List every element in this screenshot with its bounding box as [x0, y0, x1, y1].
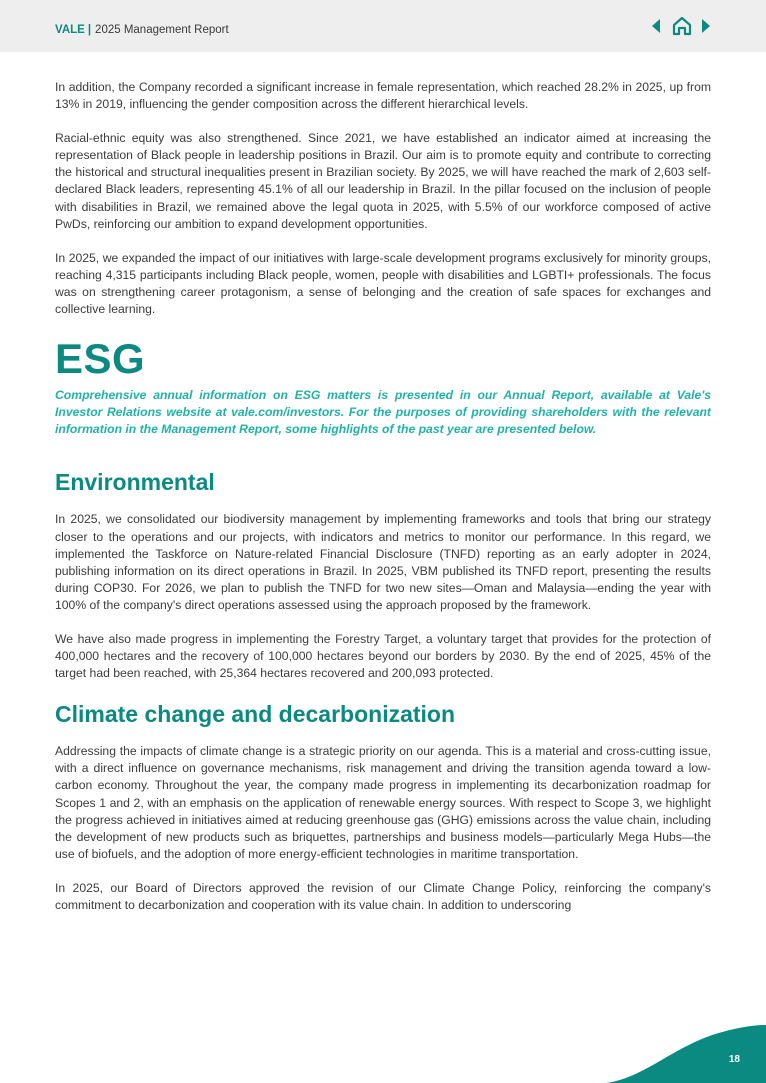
home-icon[interactable] — [670, 14, 694, 38]
header-bar — [0, 0, 766, 52]
triangle-right-icon[interactable] — [700, 14, 712, 38]
breadcrumb — [55, 24, 229, 36]
paragraph: In 2025, our Board of Directors approved the revision of our Climate Change Policy, reinforcing the company's commitment to decarbonization and cooperation with its value chain. In addition to underscoring — [55, 880, 711, 912]
page-content — [55, 79, 711, 931]
brand-separator: | — [87, 24, 92, 36]
corner-wave-decoration — [606, 1023, 766, 1083]
page-number: 18 — [728, 1054, 740, 1065]
paragraph: We have also made progress in implementing the Forestry Target, a voluntary target that provides for the protection of 400,000 hectares and the recovery of 100,000 hectares beyond our borders by 2030. By the end of 2025, 45% of the target had been reached, with 25,364 hectares recovered and 200,093 protected. — [55, 631, 711, 681]
esg-title: ESG — [55, 335, 146, 383]
climate-heading: Climate change and decarbonization — [55, 701, 456, 728]
esg-intro: Comprehensive annual information on ESG matters is presented in our Annual Report, available at Vale's Investor Relations website at vale.com/investors. For the purposes of providing shareholders with the relevant information in the Management Report, some highlights of the past year are presented below. — [55, 388, 711, 437]
brand-name: VALE — [55, 24, 85, 36]
paragraph: Addressing the impacts of climate change is a strategic priority on our agenda. This is a material and cross-cutting issue, with a direct influence on governance mechanisms, risk management and driving the transition agenda toward a low-carbon economy. Throughout the year, the company made progress in implementing its decarbonization roadmap for Scopes 1 and 2, with an emphasis on the application of renewable energy sources. With respect to Scope 3, we highlight the progress achieved in initiatives aimed at reducing greenhouse gas (GHG) emissions across the value chain, including the development of new products such as briquettes, partnerships and business models—particularly Mega Hubs—the use of biofuels, and the adoption of more energy-efficient technologies in maritime transportation. — [55, 744, 711, 861]
environmental-heading: Environmental — [55, 469, 215, 496]
paragraph: In 2025, we consolidated our biodiversity management by implementing frameworks and tools that bring our strategy closer to the operations and our projects, with indicators and metrics to monitor our performance. In this regard, we implemented the Taskforce on Nature-related Financial Disclosure (TNFD) reporting as an early adopter in 2024, publishing information on its direct operations in Brazil. In 2025, VBM published its TNFD report, presenting the results during COP30. For 2026, we plan to publish the TNFD for two new sites—Oman and Malaysia—ending the year with 100% of the company's direct operations assessed using the approach proposed by the framework. — [55, 512, 711, 612]
report-title: 2025 Management Report — [95, 24, 229, 36]
paragraph: Racial-ethnic equity was also strengthened. Since 2021, we have established an indicator aimed at increasing the representation of Black people in leadership positions in Brazil. Our aim is to promote equity and contribute to correcting the historical and structural inequalities present in Brazilian society. By 2025, we will have reached the mark of 2,603 self-declared Black leaders, representing 45.1% of all our leadership in Brazil. In the pillar focused on the inclusion of people with disabilities in Brazil, we remained above the legal quota in 2025, with 5.5% of our workforce composed of active PwDs, reinforcing our ambition to expand development opportunities. — [55, 131, 711, 231]
paragraph: In addition, the Company recorded a significant increase in female representation, which reached 28.2% in 2025, up from 13% in 2019, influencing the gender composition across the different hierarchical levels. — [55, 80, 711, 112]
paragraph: In 2025, we expanded the impact of our initiatives with large-scale development programs exclusively for minority groups, reaching 4,315 participants including Black people, women, people with disabilities and LGBTI+ professionals. The focus was on strengthening career protagonism, a sense of belonging and the creation of safe spaces for exchanges and collective learning. — [55, 250, 711, 317]
triangle-left-icon[interactable] — [650, 14, 662, 38]
